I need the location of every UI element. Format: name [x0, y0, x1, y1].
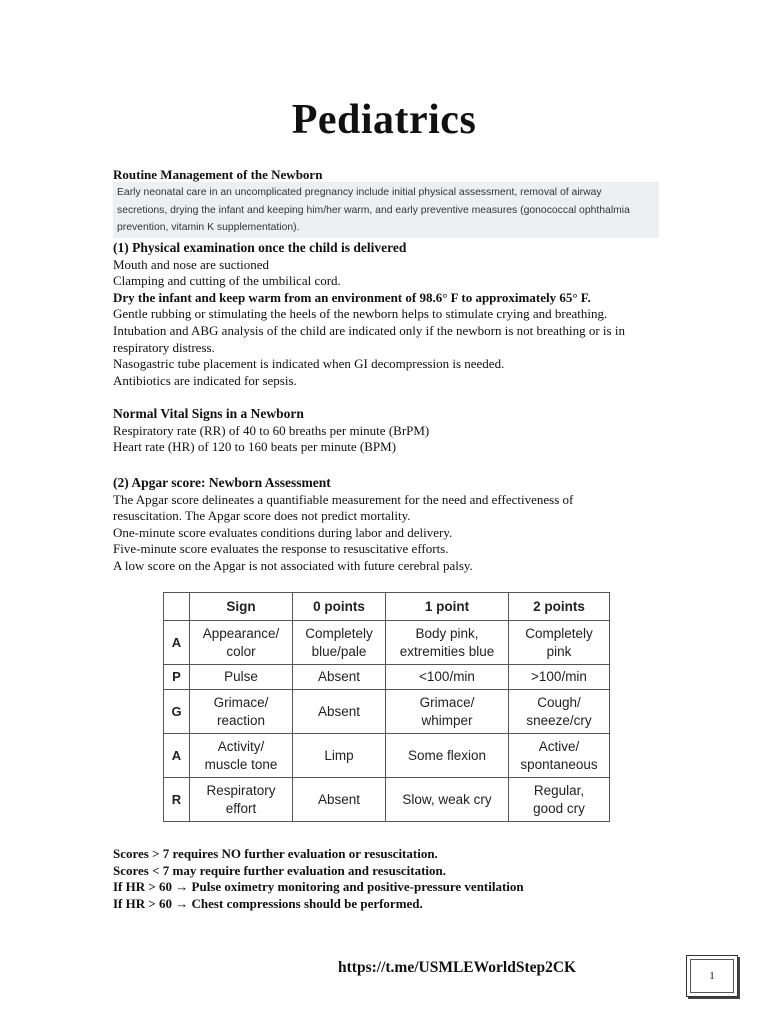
vital-signs-section — [113, 406, 673, 456]
apgar-section — [113, 475, 673, 575]
exam-line-bold: Dry the infant and keep warm from an environment of 98.6° F to approximately 65° F. — [113, 289, 591, 305]
score-line: If HR > 60 → Chest compressions should be performed. — [113, 895, 423, 911]
score-line: Scores > 7 requires NO further evaluation or resuscitation. — [113, 846, 438, 861]
scores-section — [113, 846, 673, 912]
sign-cell: Pulse — [190, 665, 293, 690]
apgar-line: A low score on the Apgar is not associated with future cerebral palsy. — [113, 557, 473, 573]
apgar-heading: (2) Apgar score: Newborn Assessment — [113, 475, 331, 490]
exam-line: Intubation and ABG analysis of the child are indicated only if the newborn is not breathing or is in — [113, 322, 625, 338]
header-cell: 0 points — [293, 593, 386, 621]
table-row — [164, 778, 610, 822]
row-letter: A — [164, 734, 190, 778]
highlight-line: Early neonatal care in an uncomplicated pregnancy include initial physical assessment, removal of airway — [117, 187, 602, 198]
p2-cell: >100/min — [509, 665, 610, 690]
row-letter: A — [164, 621, 190, 665]
physical-exam-section — [113, 240, 673, 389]
table-row — [164, 621, 610, 665]
page-number: 1 — [686, 955, 738, 997]
exam-line: Mouth and nose are suctioned — [113, 256, 269, 272]
p0-cell: Absent — [293, 665, 386, 690]
apgar-table — [163, 592, 610, 822]
p2-cell: Cough/ sneeze/cry — [509, 690, 610, 734]
highlight-box — [113, 182, 659, 238]
p0-cell: Absent — [293, 778, 386, 822]
table-row — [164, 734, 610, 778]
table-row — [164, 690, 610, 734]
footer-link[interactable]: https://t.me/USMLEWorldStep2CK — [338, 959, 577, 976]
exam-line: Nasogastric tube placement is indicated when GI decompression is needed. — [113, 356, 505, 372]
apgar-line: The Apgar score delineates a quantifiable measurement for the need and effectiveness of — [113, 491, 574, 507]
p0-cell: Limp — [293, 734, 386, 778]
p2-cell: Active/ spontaneous — [509, 734, 610, 778]
table-header-row — [164, 593, 610, 621]
exam-line: Clamping and cutting of the umbilical cord. — [113, 273, 341, 289]
p1-cell: <100/min — [386, 665, 509, 690]
exam-line: respiratory distress. — [113, 339, 215, 355]
highlight-line: prevention, vitamin K supplementation). — [117, 222, 300, 233]
sign-cell: Activity/ muscle tone — [190, 734, 293, 778]
header-cell: 2 points — [509, 593, 610, 621]
header-cell: 1 point — [386, 593, 509, 621]
row-letter: R — [164, 778, 190, 822]
exam-line: Gentle rubbing or stimulating the heels of the newborn helps to stimulate crying and breathing. — [113, 306, 608, 322]
p1-cell: Some flexion — [386, 734, 509, 778]
header-cell: Sign — [190, 593, 293, 621]
highlight-line: secretions, drying the infant and keeping him/her warm, and early preventive measures (gonococcal ophthalmia — [117, 204, 630, 216]
p1-cell: Slow, weak cry — [386, 778, 509, 822]
vital-signs-heading: Normal Vital Signs in a Newborn — [113, 406, 304, 421]
table-row — [164, 665, 610, 690]
score-line: Scores < 7 may require further evaluation and resuscitation. — [113, 862, 447, 878]
p0-cell: Completely blue/pale — [293, 621, 386, 665]
sign-cell: Respiratory effort — [190, 778, 293, 822]
apgar-line: resuscitation. The Apgar score does not predict mortality. — [113, 508, 411, 524]
p2-cell: Completely pink — [509, 621, 610, 665]
vital-line: Respiratory rate (RR) of 40 to 60 breaths per minute (BrPM) — [113, 422, 430, 438]
p2-cell: Regular, good cry — [509, 778, 610, 822]
header-cell — [164, 593, 190, 621]
apgar-line: Five-minute score evaluates the response to resuscitative efforts. — [113, 541, 449, 557]
apgar-line: One-minute score evaluates conditions during labor and delivery. — [113, 524, 453, 540]
sign-cell: Grimace/ reaction — [190, 690, 293, 734]
sign-cell: Appearance/ color — [190, 621, 293, 665]
page-title: Pediatrics — [291, 97, 477, 143]
row-letter: G — [164, 690, 190, 734]
exam-line: Antibiotics are indicated for sepsis. — [113, 372, 297, 388]
p0-cell: Absent — [293, 690, 386, 734]
p1-cell: Body pink, extremities blue — [386, 621, 509, 665]
physical-exam-heading: (1) Physical examination once the child is delivered — [113, 240, 407, 255]
routine-heading: Routine Management of the Newborn — [113, 167, 323, 182]
row-letter: P — [164, 665, 190, 690]
score-line: If HR > 60 → Pulse oximetry monitoring and positive-pressure ventilation — [113, 879, 524, 895]
vital-line: Heart rate (HR) of 120 to 160 beats per minute (BPM) — [113, 439, 397, 455]
p1-cell: Grimace/ whimper — [386, 690, 509, 734]
